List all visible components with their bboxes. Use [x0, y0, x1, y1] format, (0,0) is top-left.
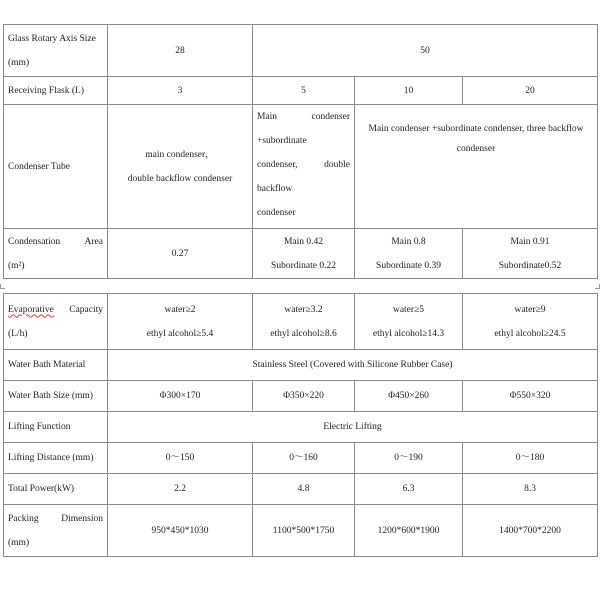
- lifting-function-row: [4, 412, 598, 443]
- condenser-label: Condenser Tube: [4, 105, 108, 229]
- condensation-value-3: [355, 229, 463, 279]
- condenser-row: [4, 105, 598, 229]
- total-power-value-4: 8.3: [463, 474, 598, 505]
- glass-axis-row: [4, 25, 598, 77]
- evap-value-1-water: water≥2: [164, 304, 196, 315]
- evap-value-1: [108, 294, 253, 350]
- lifting-function-value: Electric Lifting: [108, 412, 598, 443]
- bath-size-value-2: Φ350×220: [253, 381, 355, 412]
- evap-row: [4, 294, 598, 350]
- condenser-value-2-line3: [257, 153, 350, 177]
- lifting-distance-row: [4, 443, 598, 474]
- condenser-value-2-line1: [257, 105, 350, 129]
- lifting-distance-value-4: 0～180: [463, 443, 598, 474]
- glass-axis-label: [4, 25, 108, 77]
- total-power-value-2: 4.8: [253, 474, 355, 505]
- bath-material-row: [4, 350, 598, 381]
- condensation-word: Condensation: [8, 236, 61, 247]
- condenser-v2-word-main: Main: [257, 112, 278, 122]
- bath-size-value-3: Φ450×260: [355, 381, 463, 412]
- evap-value-3: [355, 294, 463, 350]
- glass-axis-value-1: 28: [108, 25, 253, 77]
- condenser-value-3: [355, 105, 598, 229]
- evap-label-line1: [8, 298, 103, 322]
- bath-material-value: Stainless Steel (Covered with Silicone Rubber Case): [108, 350, 598, 381]
- packing-label-line1: [8, 507, 103, 531]
- glass-axis-label-line1: Glass Rotary Axis Size: [8, 33, 96, 44]
- flask-value-4: 20: [463, 77, 598, 105]
- spec-table-bottom: [3, 293, 598, 557]
- condensation-value-2-main: Main 0.42: [283, 236, 324, 247]
- area-word: Area: [84, 236, 103, 247]
- packing-label: [4, 505, 108, 557]
- condenser-v2-word-condenser: condenser: [311, 112, 350, 122]
- condenser-v2-word-double: double: [324, 160, 350, 170]
- evap-value-2-water: water≥3.2: [284, 304, 323, 315]
- flask-label: Receiving Flask (L): [4, 77, 108, 105]
- flask-value-3: 10: [355, 77, 463, 105]
- packing-row: [4, 505, 598, 557]
- glass-axis-value-2: 50: [253, 25, 598, 77]
- evap-value-4-water: water≥9: [514, 304, 546, 315]
- condenser-value-1: [108, 105, 253, 229]
- bath-material-label: Water Bath Material: [4, 350, 108, 381]
- evap-value-1-ethanol: ethyl alcohol≥5.4: [146, 328, 214, 339]
- bath-size-label: Water Bath Size (mm): [4, 381, 108, 412]
- lifting-distance-value-3: 0～190: [355, 443, 463, 474]
- evap-value-3-ethanol: ethyl alcohol≥14.3: [372, 328, 445, 339]
- glass-axis-label-line2: (mm): [8, 57, 30, 68]
- condensation-value-2: [253, 229, 355, 279]
- capacity-word: Capacity: [69, 304, 103, 315]
- condenser-value-3-line1: Main condenser +subordinate condenser, three backflow: [368, 124, 584, 134]
- condensation-row: [4, 229, 598, 279]
- condenser-value-1-line2: double backflow condenser: [127, 173, 233, 184]
- condensation-value-4-main: Main 0.91: [510, 236, 550, 247]
- lifting-function-label: Lifting Function: [4, 412, 108, 443]
- lifting-distance-label: Lifting Distance (mm): [4, 443, 108, 474]
- condenser-value-2-line5: condenser: [257, 208, 296, 218]
- condensation-value-4-sub: Subordinate0.52: [498, 260, 562, 271]
- evap-value-3-water: water≥5: [392, 304, 425, 315]
- condensation-label: [4, 229, 108, 279]
- condensation-value-4: [463, 229, 598, 279]
- condensation-value-3-sub: Subordinate 0.39: [376, 260, 441, 271]
- evaporative-word: Evaporative: [8, 304, 54, 315]
- evap-value-4-ethanol: ethyl alcohol≥24.5: [494, 328, 566, 339]
- condensation-value-1: 0.27: [108, 229, 253, 279]
- condensation-label-unit: (m²): [8, 260, 25, 271]
- flask-value-1: 3: [108, 77, 253, 105]
- condenser-value-2-line4: backflow: [257, 184, 293, 194]
- condenser-value-1-line1: main condenser，: [145, 149, 215, 160]
- total-power-value-1: 2.2: [108, 474, 253, 505]
- total-power-value-3: 6.3: [355, 474, 463, 505]
- page-break-gap: [0, 281, 600, 292]
- page-corner-mark-right: [595, 284, 600, 289]
- lifting-distance-value-1: 0～150: [108, 443, 253, 474]
- evap-label-unit: (L/h): [8, 328, 28, 339]
- condenser-value-3-line2: condenser: [456, 144, 496, 154]
- packing-word: Packing: [8, 513, 39, 524]
- flask-value-2: 5: [253, 77, 355, 105]
- spec-table-top: [3, 24, 598, 279]
- evap-value-4: [463, 294, 598, 350]
- packing-value-1: 950*450*1030: [108, 505, 253, 557]
- bath-size-value-1: Φ300×170: [108, 381, 253, 412]
- evap-label: [4, 294, 108, 350]
- lifting-distance-value-2: 0～160: [253, 443, 355, 474]
- page-corner-mark-left: [0, 284, 5, 289]
- dimension-word: Dimension: [61, 513, 103, 524]
- packing-label-unit: (mm): [8, 537, 30, 548]
- condenser-value-2: [253, 105, 355, 229]
- condenser-v2-word-condenser2: condenser,: [257, 160, 298, 170]
- condensation-value-2-sub: Subordinate 0.22: [271, 260, 336, 271]
- evap-value-2: [253, 294, 355, 350]
- total-power-label: Total Power(kW): [4, 474, 108, 505]
- bath-size-value-4: Φ550×320: [463, 381, 598, 412]
- evap-value-2-ethanol: ethyl alcohol≥8.6: [270, 328, 337, 339]
- condensation-value-3-main: Main 0.8: [391, 236, 426, 247]
- bath-size-row: [4, 381, 598, 412]
- packing-value-2: 1100*500*1750: [253, 505, 355, 557]
- packing-value-3: 1200*600*1900: [355, 505, 463, 557]
- condensation-label-line1: [8, 230, 103, 254]
- packing-value-4: 1400*700*2200: [463, 505, 598, 557]
- condenser-value-2-line2: +subordinate: [257, 136, 307, 146]
- flask-row: [4, 77, 598, 105]
- total-power-row: [4, 474, 598, 505]
